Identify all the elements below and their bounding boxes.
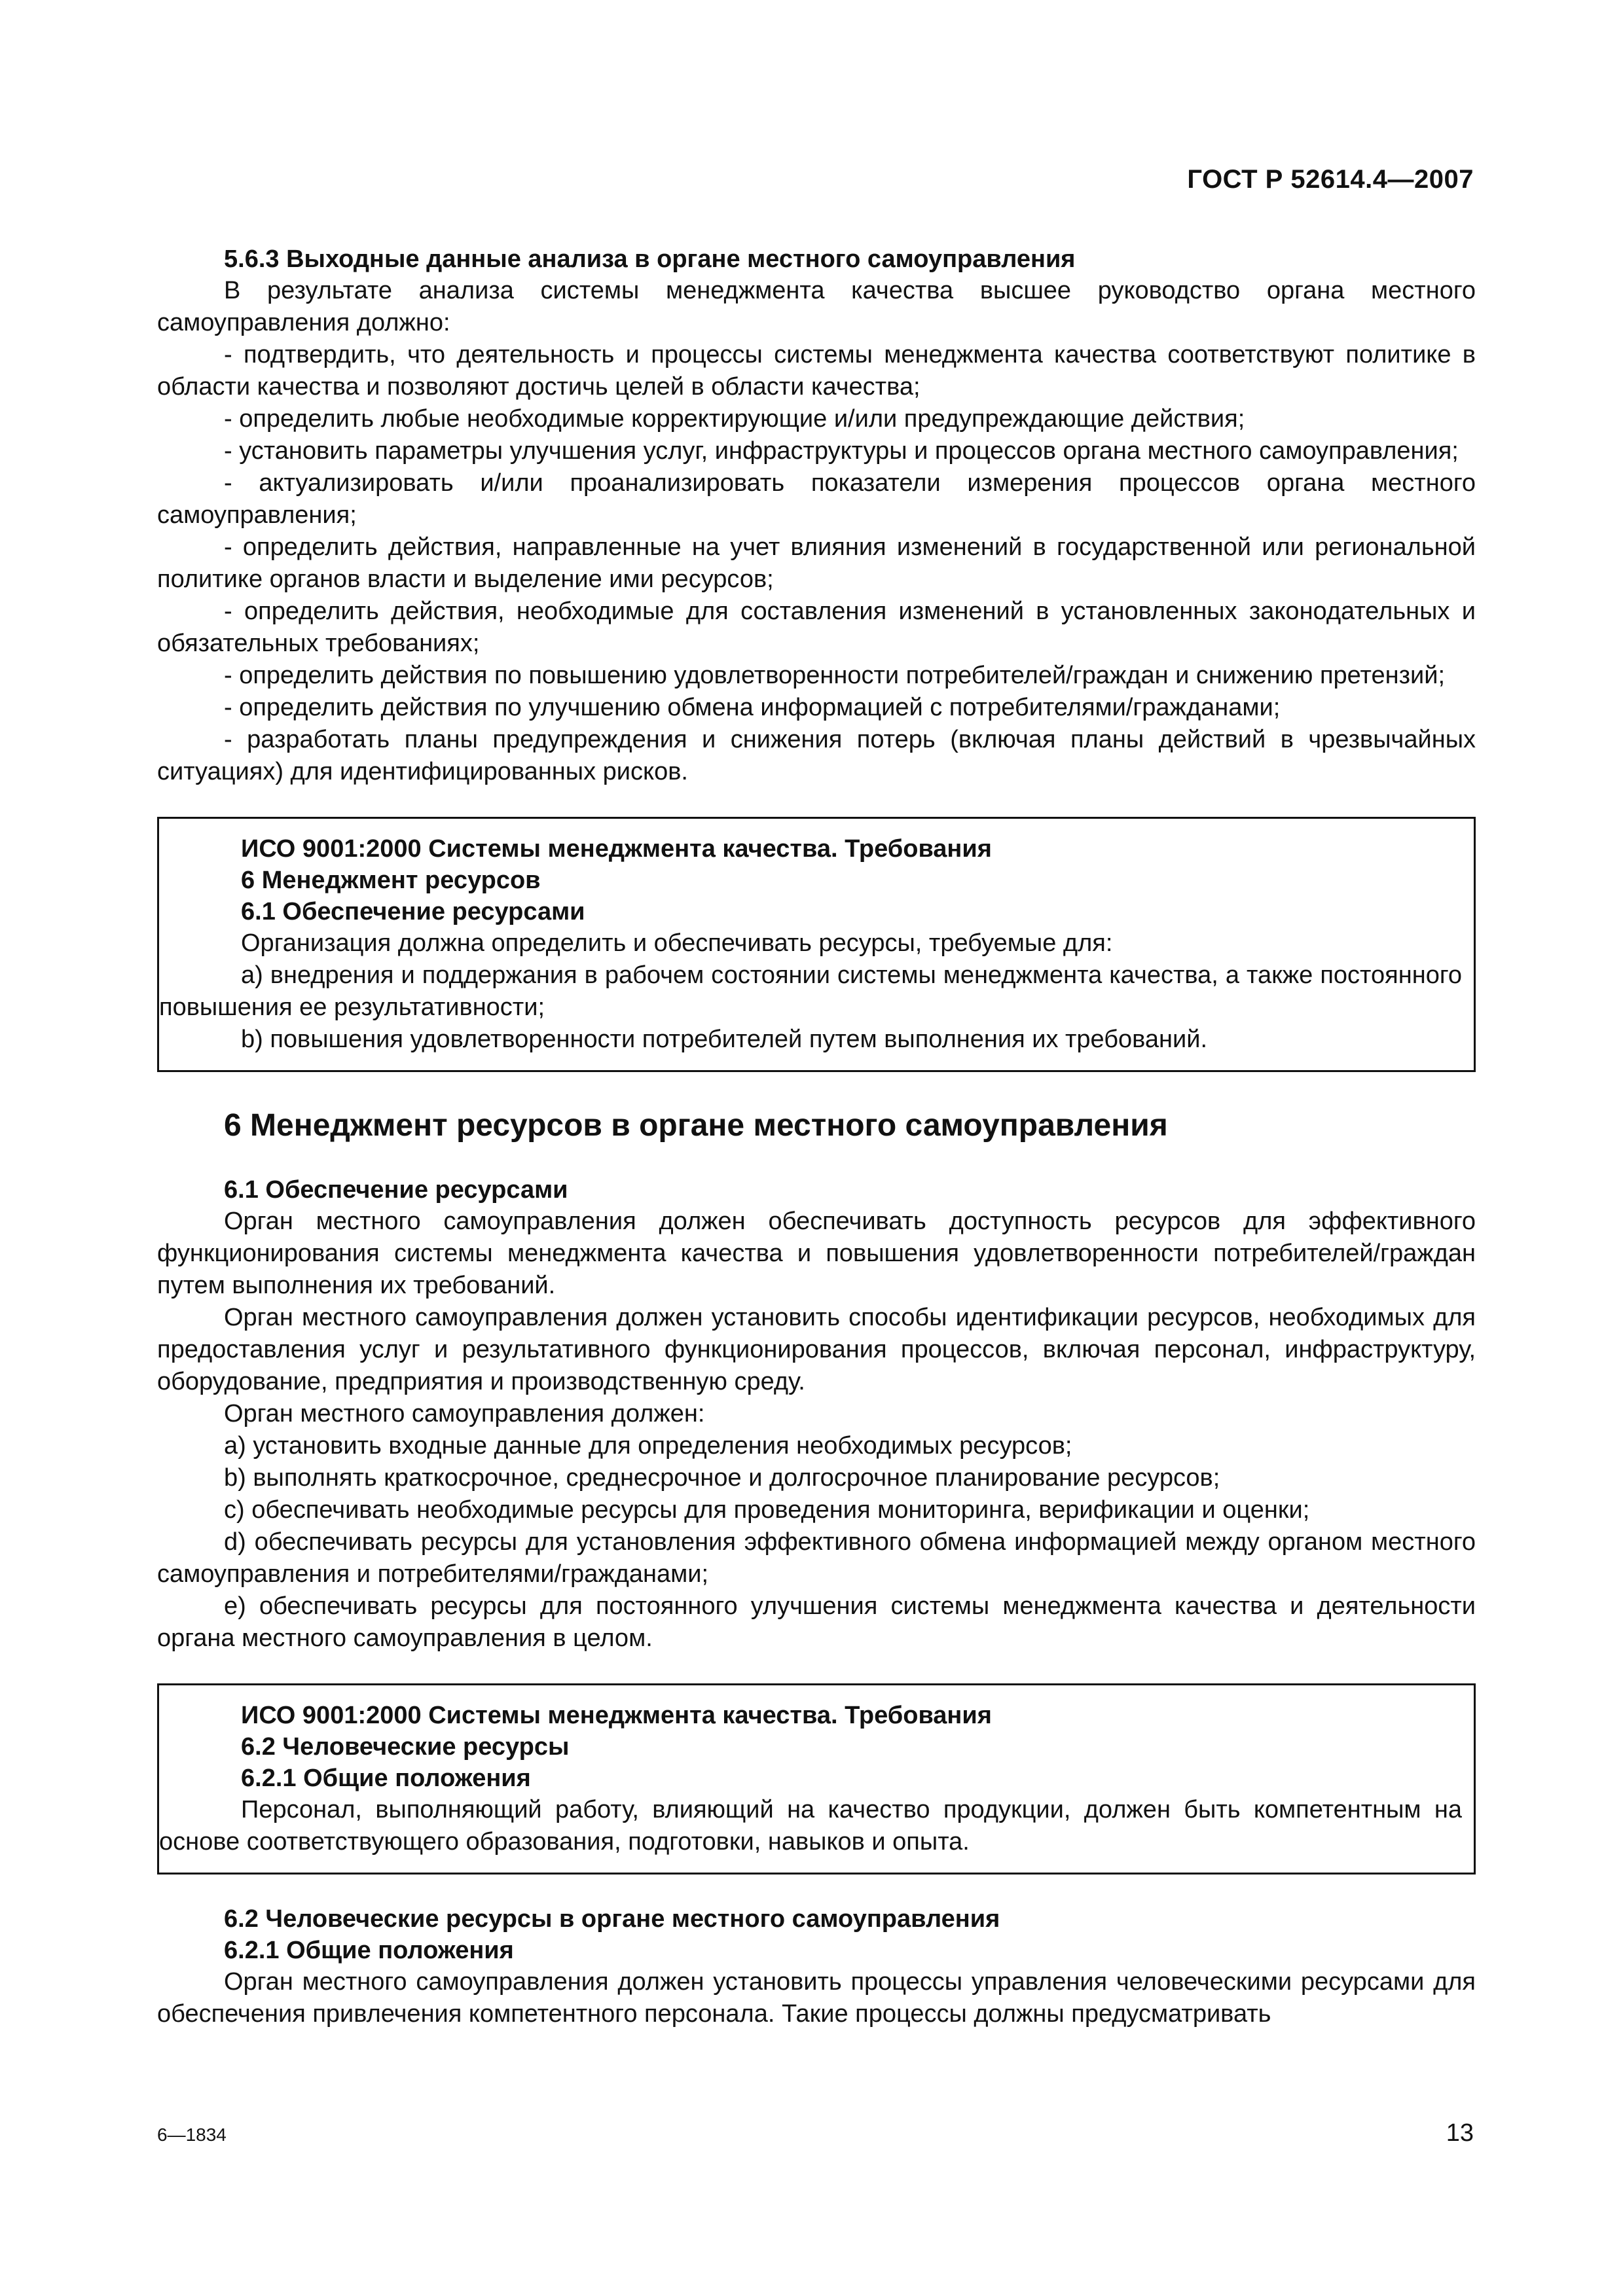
list-item: - разработать планы предупреждения и снижения потерь (включая планы действий в чрезвычайных ситуациях) для идентифицированных рисков. <box>157 726 1476 785</box>
section-6-title: 6 Менеджмент ресурсов в органе местного самоуправления <box>224 1108 1168 1143</box>
print-code: 6—1834 <box>157 2125 227 2145</box>
paragraph: Персонал, выполняющий работу, влияющий на качество продукции, должен быть компетентным на основе соответствующего образования, подготовки, навыков и опыта. <box>159 1796 1462 1856</box>
list-item: a) внедрения и поддержания в рабочем состоянии системы менеджмента качества, а также постоянного повышения ее результативности; <box>159 961 1462 1021</box>
paragraph: Орган местного самоуправления должен установить процессы управления человеческими ресурсами для обеспечения привлечения компетентного персонала. Такие процессы должны предусматривать <box>157 1968 1476 2028</box>
list-item: d) обеспечивать ресурсы для установления эффективного обмена информацией между органом местного самоуправления и потребителями/гражданами; <box>157 1528 1476 1588</box>
iso-quote-box-2 <box>157 1683 1476 1874</box>
box-subheading: 6.2 Человеческие ресурсы <box>241 1733 570 1761</box>
section-6-1-body <box>157 1206 1476 1655</box>
section-5-6-3-body <box>157 275 1476 788</box>
list-item: a) установить входные данные для определения необходимых ресурсов; <box>224 1432 1072 1460</box>
page-number: 13 <box>1446 2119 1474 2147</box>
paragraph: Орган местного самоуправления должен установить способы идентификации ресурсов, необходимых для предоставления услуг и результативного функционирования процессов, включая персонал, инфраструктуру, оборудование, предприятия и производственную среду. <box>157 1304 1476 1395</box>
section-6-1-title: 6.1 Обеспечение ресурсами <box>224 1176 568 1204</box>
list-item: e) обеспечивать ресурсы для постоянного улучшения системы менеджмента качества и деятельности органа местного самоуправления в целом. <box>157 1592 1476 1652</box>
paragraph: Организация должна определить и обеспечивать ресурсы, требуемые для: <box>241 929 1113 957</box>
box-heading: ИСО 9001:2000 Системы менеджмента качества. Требования <box>241 835 992 863</box>
list-item: - установить параметры улучшения услуг, инфраструктуры и процессов органа местного самоуправления; <box>224 437 1459 465</box>
box-subheading: 6.1 Обеспечение ресурсами <box>241 898 585 925</box>
list-item: - определить действия, направленные на учет влияния изменений в государственной или региональной политике органов власти и выделение ими ресурсов; <box>157 533 1476 593</box>
list-item: - актуализировать и/или проанализировать показатели измерения процессов органа местного самоуправления; <box>157 469 1476 529</box>
list-item: b) повышения удовлетворенности потребителей путем выполнения их требований. <box>241 1026 1208 1053</box>
section-5-6-3-title: 5.6.3 Выходные данные анализа в органе местного самоуправления <box>224 245 1076 273</box>
iso-quote-box-1 <box>157 817 1476 1072</box>
box-heading: ИСО 9001:2000 Системы менеджмента качества. Требования <box>241 1702 992 1729</box>
paragraph: В результате анализа системы менеджмента качества высшее руководство органа местного самоуправления должно: <box>157 277 1476 336</box>
box-subheading: 6 Менеджмент ресурсов <box>241 867 541 894</box>
list-item: - определить действия, необходимые для составления изменений в установленных законодательных и обязательных требованиях; <box>157 598 1476 657</box>
document-code: ГОСТ Р 52614.4—2007 <box>1187 165 1474 194</box>
page-content <box>157 243 1476 2030</box>
list-item: - определить действия по повышению удовлетворенности потребителей/граждан и снижению претензий; <box>224 662 1446 689</box>
paragraph: Орган местного самоуправления должен: <box>224 1400 705 1427</box>
section-6-2-1-title: 6.2.1 Общие положения <box>224 1937 514 1964</box>
section-6-2-title: 6.2 Человеческие ресурсы в органе местного самоуправления <box>224 1905 1000 1933</box>
box-subheading: 6.2.1 Общие положения <box>241 1765 531 1792</box>
list-item: - определить действия по улучшению обмена информацией с потребителями/гражданами; <box>224 694 1281 721</box>
list-item: - подтвердить, что деятельность и процессы системы менеджмента качества соответствуют политике в области качества и позволяют достичь целей в области качества; <box>157 341 1476 401</box>
list-item: - определить любые необходимые корректирующие и/или предупреждающие действия; <box>224 405 1245 433</box>
list-item: b) выполнять краткосрочное, среднесрочное и долгосрочное планирование ресурсов; <box>224 1464 1220 1492</box>
list-item: c) обеспечивать необходимые ресурсы для проведения мониторинга, верификации и оценки; <box>224 1496 1310 1524</box>
paragraph: Орган местного самоуправления должен обеспечивать доступность ресурсов для эффективного функционирования системы менеджмента качества и повышения удовлетворенности потребителей/граждан путем выполнения их требований. <box>157 1208 1476 1299</box>
